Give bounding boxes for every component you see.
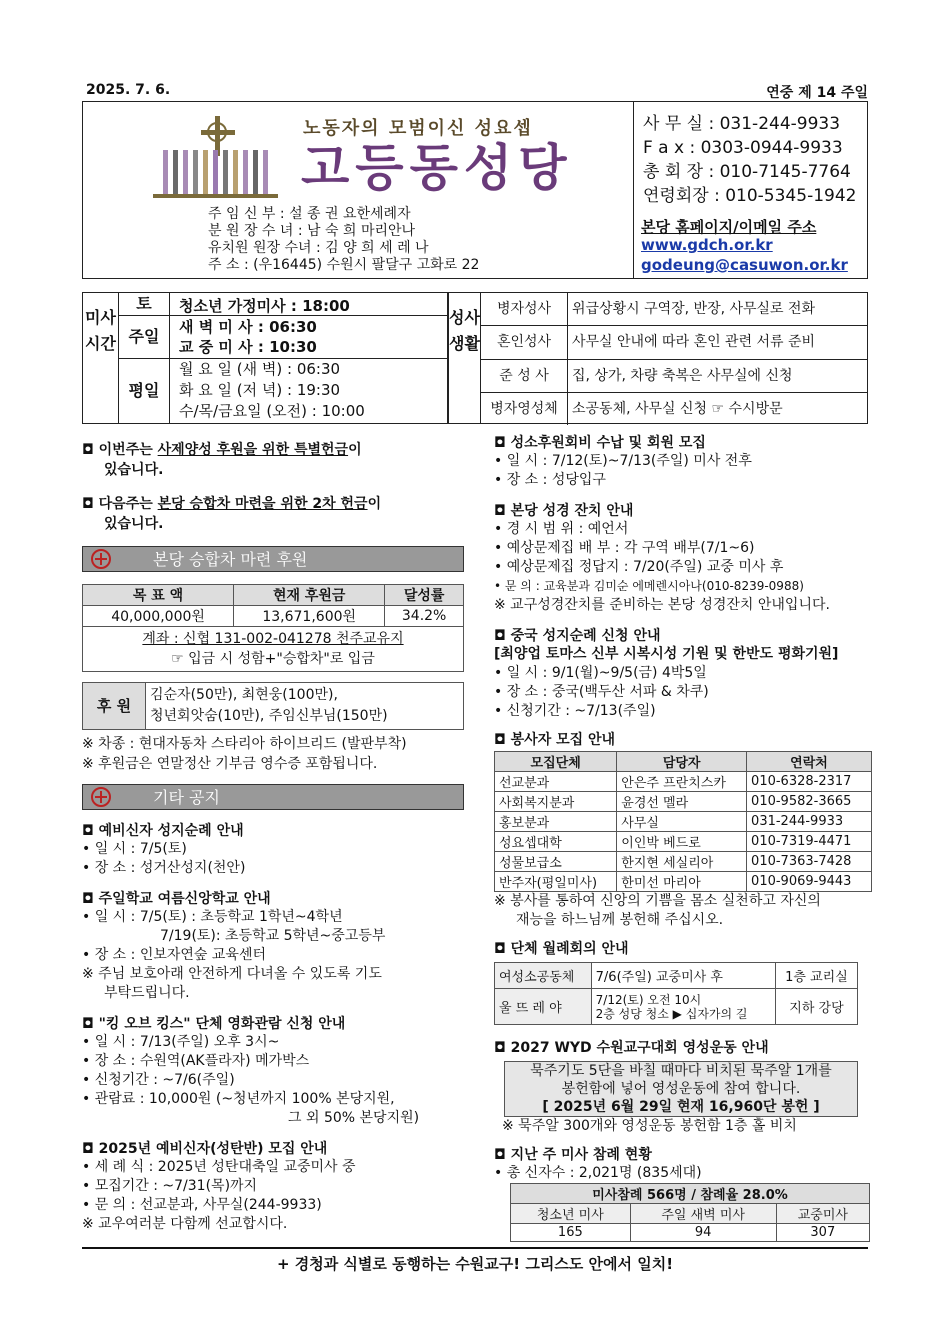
contact-funeral: 연령회장 : 010-5345-1942: [643, 186, 857, 206]
van-col: 달성률: [385, 585, 464, 606]
section-movie: ◘ "킹 오브 킹스" 단체 영화관람 신청 안내 • 일 시 : 7/13(주일) 오후 3시~ • 장 소 : 수원역(AK플라자) 메가박스 • 신청기간 : ~7/6(주일) • 관람료 : 10,000원 (~청년까지 100% 본당지원, 그 외 50% 본당지원): [82, 1013, 462, 1128]
sacrament-row: [481, 293, 867, 326]
staff-line: 주 임 신 부 : 설 종 권 요한세례자: [208, 206, 411, 222]
contacts: [643, 112, 856, 208]
mass-week-mon: 월 요 일 (새 벽) : 06:30: [179, 360, 341, 378]
week-label: 연중 제 14 주일: [766, 85, 868, 101]
web-label: 본당 홈페이지/이메일 주소: [641, 218, 817, 236]
sacrament-row: [481, 393, 867, 425]
sacrament-desc: 위급상황시 구역장, 반장, 사무실로 전화: [572, 301, 816, 317]
contact-president: 총 회 장 : 010-7145-7764: [643, 162, 851, 182]
table-row: 여성소공동체 7/6(주일) 교중미사 후 1층 교리실: [495, 963, 858, 989]
sacrament-name: 혼인성사: [481, 326, 568, 359]
sacrament-name: 준 성 사: [481, 360, 568, 392]
donor-list: 김순자(50만), 최현웅(100만), 청년회앗숨(10만), 주임신부님(150만): [150, 687, 388, 724]
sacrament-desc: 사무실 안내에 따라 혼인 관련 서류 준비: [572, 334, 816, 350]
date: 2025. 7. 6.: [86, 82, 171, 98]
volunteer-col: 연락처: [747, 752, 872, 772]
sacrament-side-label: 성사생활: [449, 293, 481, 423]
section-volunteers: ◘ 봉사자 모집 안내 모집단체 담당자 연락처 선교분과 안은주 프란치스카 010-6328-2317 사회복지분과 윤경선 멜라 010-9582-3665 홍보분과 사무실 031-244-9933 성요셉대학 이인박 베드로 010-7319-4471 성물보급소 한지현 세실리아 010-7363-7428 반주자(평일미사) 한미선 마리아 010-9069-9443 ※ 봉사를 통하여 신앙의 기쁨을 몸소 실천하고 자신의 재능을 하느님께 봉헌해 주십시오.: [494, 729, 874, 930]
footer-slogan: + 경청과 식별로 동행하는 수원교구! 그리스도 안에서 일치!: [276, 1255, 674, 1273]
van-notes: ※ 차종 : 현대자동차 스타리아 하이브리드 (발판부착) ※ 후원금은 연말정산 기부금 영수증 포함됩니다.: [82, 736, 407, 772]
homepage-link[interactable]: www.gdch.or.kr: [641, 236, 773, 254]
van-table: [82, 584, 464, 672]
table-row: 울 뜨 레 야 7/12(토) 오전 10시 2층 성당 청소 ▶ 십자가의 길 지하 강당: [495, 989, 858, 1025]
section-bible-festival: ◘ 본당 성경 잔치 안내 • 경 시 범 위 : 예언서 • 예상문제집 배 부 : 각 구역 배부(7/1~6) • 예상문제집 정답지 : 7/20(주일) 교중 미사 후 • 문 의 : 교육분과 김미순 에메렌시아나(010-8239-0988) ※ 교구성경잔치를 준비하는 본당 성경잔치 안내입니다.: [494, 500, 874, 615]
van-section-header: 본당 승합차 마련 후원: [82, 546, 464, 572]
table-row: 홍보분과 사무실 031-244-9933: [495, 812, 872, 832]
section-attendance: ◘ 지난 주 미사 참례 현황 • 총 신자수 : 2,021명 (835세대) 미사참례 566명 / 참례율 28.0% 청소년 미사 주일 새벽 미사 교중미사 165 94 307: [494, 1144, 874, 1242]
account-note: ☞ 입금 시 성함+"승합차"로 입금: [171, 651, 375, 667]
van-col: 목 표 액: [83, 585, 234, 606]
van-rate: 34.2%: [385, 606, 464, 627]
mass-side-label: 미사시간: [83, 293, 119, 423]
meeting-table: [494, 962, 858, 1025]
account-info: 계좌 : 신협 131-002-041278 천주교유지: [142, 631, 404, 647]
cross-icon: [91, 787, 111, 807]
donor-box: [82, 682, 464, 730]
mass-week: [179, 359, 365, 422]
table-row: 성요셉대학 이인박 베드로 010-7319-4471: [495, 832, 872, 852]
section-wyd: ◘ 2027 WYD 수원교구대회 영성운동 안내 묵주기도 5단을 바칠 때마다 비치된 묵주알 1개를 봉헌함에 넣어 영성운동에 참여 합니다. [ 2025년 6월 29일 현재 16,960단 봉헌 ] ※ 묵주알 300개와 영성운동 봉헌함 1층 홀 비치: [494, 1037, 874, 1136]
notice-second-collection: ◘ 다음주는 본당 승합차 마련을 위한 2차 헌금이 있습니다.: [82, 496, 382, 532]
notice-special-collection: ◘ 이번주는 사제양성 후원을 위한 특별헌금이 있습니다.: [82, 442, 362, 478]
slogan: 노동자의 모범이신 성요셉: [303, 118, 533, 139]
mass-table: [82, 292, 448, 424]
section-vocation: ◘ 성소후원회비 수납 및 회원 모집 • 일 시 : 7/12(토)~7/13(주일) 미사 전후 • 장 소 : 성당입구: [494, 432, 874, 490]
mass-week-tue: 화 요 일 (저 녁) : 19:30: [179, 381, 341, 399]
van-goal: 40,000,000원: [83, 606, 234, 627]
volunteer-col: 모집단체: [495, 752, 617, 772]
parish-title: 고등동성당: [301, 139, 573, 197]
mass-week-label: 평일: [119, 359, 170, 423]
table-row: 선교분과 안은주 프란치스카 010-6328-2317: [495, 772, 872, 792]
church-logo-icon: [153, 114, 313, 204]
sacrament-table: [448, 292, 868, 424]
mass-sat: 청소년 가정미사 : 18:00: [179, 297, 350, 315]
sacrament-desc: 집, 상가, 차량 축복은 사무실에 신청: [572, 368, 793, 384]
donor-label: 후 원: [83, 683, 146, 729]
sacrament-row: [481, 326, 867, 360]
sacrament-name: 병자영성체: [481, 393, 568, 425]
table-row: 사회복지분과 윤경선 멜라 010-9582-3665: [495, 792, 872, 812]
contact-fax: F a x : 0303-0944-9933: [643, 138, 843, 158]
section-summer-school: ◘ 주일학교 여름신앙학교 안내 • 일 시 : 7/5(토) : 초등학교 1학년~4학년 7/19(토): 초등학교 5학년~중고등부 • 장 소 : 인보자연숲 교육센터 ※ 주님 보호아래 안전하게 다녀올 수 있도록 기도 부탁드립니다.: [82, 888, 462, 1003]
sacrament-rows: [481, 293, 867, 425]
header-box: [82, 101, 868, 279]
section-catechumen-pilgrimage: ◘ 예비신자 성지순례 안내 • 일 시 : 7/5(토) • 장 소 : 성거산성지(천안): [82, 820, 462, 878]
mass-sun-dawn: 새 벽 미 사 : 06:30: [179, 318, 317, 336]
section-monthly-meeting: ◘ 단체 월례회의 안내 여성소공동체 7/6(주일) 교중미사 후 1층 교리실 울 뜨 레 야 7/12(토) 오전 10시 2층 성당 청소 ▶ 십자가의 길 지하 강당: [494, 938, 874, 1025]
mass-week-wed: 수/목/금요일 (오전) : 10:00: [179, 402, 365, 420]
mass-sat-label: 토: [119, 293, 170, 316]
section-christmas-catechumen: ◘ 2025년 예비신자(성탄반) 모집 안내 • 세 례 식 : 2025년 성탄대축일 교중미사 중 • 모집기간 : ~7/31(목)까지 • 문 의 : 선교분과, 사무실(244-9933) ※ 교우여러분 다함께 선교합시다.: [82, 1138, 462, 1234]
wyd-box: 묵주기도 5단을 바칠 때마다 비치된 묵주알 1개를 봉헌함에 넣어 영성운동에 참여 합니다. [ 2025년 6월 29일 현재 16,960단 봉헌 ]: [504, 1061, 858, 1117]
mass-sun: [179, 317, 317, 357]
sacrament-name: 병자성사: [481, 293, 568, 325]
sacrament-row: [481, 360, 867, 393]
left-column: [82, 440, 462, 1234]
table-row: 성물보급소 한지현 세실리아 010-7363-7428: [495, 852, 872, 872]
staff-line: 유치원 원장 수녀 : 김 양 희 세 레 나: [208, 240, 429, 256]
volunteer-col: 담당자: [617, 752, 747, 772]
mass-sun-label: 주일: [119, 316, 170, 358]
mass-sun-main: 교 중 미 사 : 10:30: [179, 338, 317, 356]
staff-list: [208, 206, 479, 274]
contact-office: 사 무 실 : 031-244-9933: [643, 114, 841, 134]
right-column: [494, 432, 874, 1242]
table-row: 반주자(평일미사) 한미선 마리아 010-9069-9443: [495, 872, 872, 892]
footer-divider: [82, 1247, 868, 1249]
email-link[interactable]: godeung@casuwon.or.kr: [641, 256, 848, 274]
staff-line: 분 원 장 수 녀 : 남 숙 희 마리안나: [208, 223, 416, 239]
sacrament-desc: 소공동체, 사무실 신청 ☞ 수시방문: [572, 401, 783, 417]
volunteer-table: [494, 751, 872, 892]
etc-section-header: 기타 공지: [82, 784, 464, 810]
van-current: 13,671,600원: [234, 606, 385, 627]
van-col: 현재 후원금: [234, 585, 385, 606]
attendance-table: 미사참례 566명 / 참례율 28.0% 청소년 미사 주일 새벽 미사 교중미사 165 94 307: [510, 1183, 870, 1242]
section-china-pilgrimage: ◘ 중국 성지순례 신청 안내 [최양업 토마스 신부 시복시성 기원 및 한반도 평화기원] • 일 시 : 9/1(월)~9/5(금) 4박5일 • 장 소 : 중국(백두산 서파 & 차쿠) • 신청기간 : ~7/13(주일): [494, 625, 874, 721]
cross-icon: [91, 549, 111, 569]
staff-line: 주 소 : (우16445) 수원시 팔달구 고화로 22: [208, 257, 480, 273]
